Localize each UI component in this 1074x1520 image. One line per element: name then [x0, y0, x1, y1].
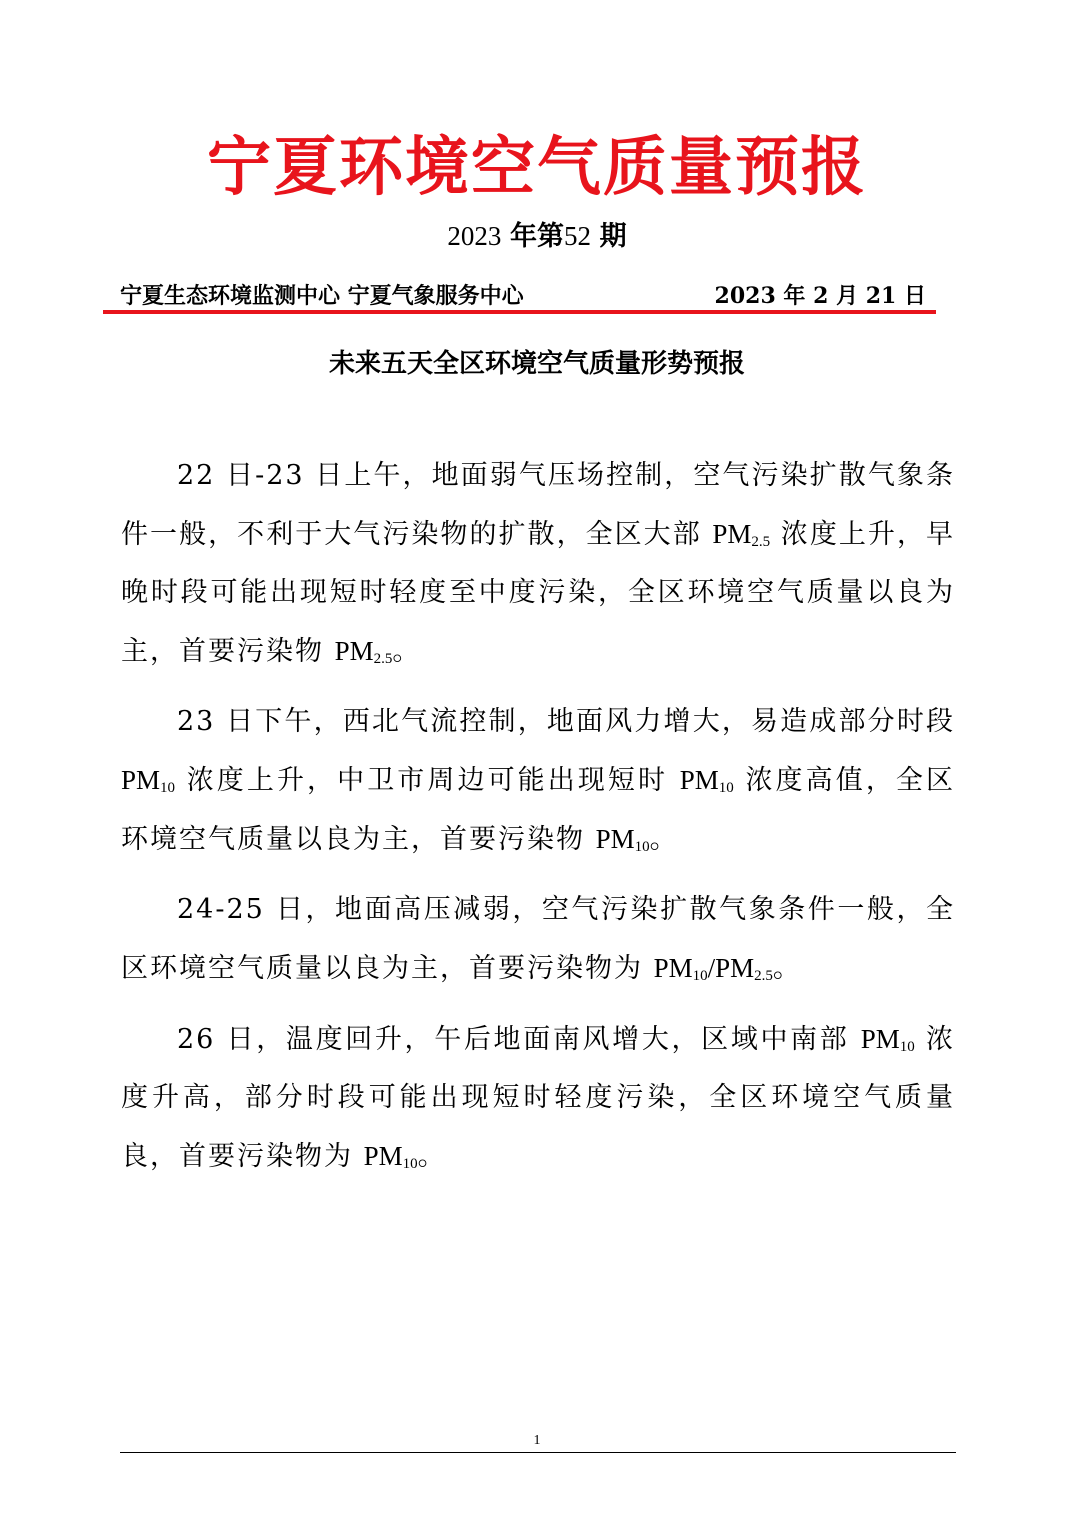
pollutant-subscript: 10 — [402, 1156, 418, 1172]
pollutant-name: PM — [860, 1024, 900, 1054]
paragraph-text: 浓度升高，部分时段可能出现短时轻度污染，全区环境空气质量良，首要污染物为 — [121, 1024, 955, 1172]
paragraph-text: 浓度高值，全区环境空气质量以良为主，首要污染物 — [121, 765, 955, 855]
paragraph-text: 。 — [392, 636, 422, 667]
pollutant-subscript: 10 — [160, 780, 176, 796]
forecast-body — [121, 447, 955, 1198]
masthead-title: 宁夏环境空气质量预报 — [207, 130, 867, 205]
publishing-agencies: 宁夏生态环境监测中心 宁夏气象服务中心 — [120, 283, 524, 309]
issue-no: 52 — [564, 221, 591, 251]
pollutant-subscript: 10 — [692, 968, 708, 984]
paragraph-text: 22 日-23 日上午，地面弱气压场控制，空气污染扩散气象条件一般，不利于大气污染物的扩散，全区大部 — [121, 460, 955, 550]
pollutant-subscript: 10 — [718, 780, 734, 796]
paragraph-text: 23 日下午，西北气流控制，地面风力增大，易造成部分时段 — [177, 706, 955, 737]
paragraph-text: 24-25 日，地面高压减弱，空气污染扩散气象条件一般，全区环境空气质量以良为主，首要污染物为 — [121, 894, 955, 984]
pollutant-name: PM — [679, 765, 719, 795]
paragraph-text: 浓度上升，早晚时段可能出现短时轻度至中度污染，全区环境空气质量以良为主，首要污染物 — [121, 519, 955, 667]
paragraph-text: 。 — [649, 824, 679, 855]
pollutant-pm25 — [715, 953, 773, 983]
forecast-paragraph-1 — [121, 447, 955, 681]
pollutant-subscript: 2.5 — [751, 534, 771, 550]
header-red-rule — [103, 310, 936, 314]
forecast-paragraph-4 — [121, 1010, 955, 1186]
pollutant-name: PM — [715, 953, 755, 983]
paragraph-text: 26 日，温度回升，午后地面南风增大，区域中南部 — [177, 1024, 861, 1055]
page-number: 1 — [533, 1433, 541, 1448]
document-title: 未来五天全区环境空气质量形势预报 — [328, 349, 745, 379]
pollutant-pm10 — [121, 765, 175, 795]
pollutant-name: PM — [653, 953, 693, 983]
pollutant-pm10 — [861, 1024, 915, 1054]
pollutant-pm25 — [712, 519, 770, 549]
pollutant-pm10 — [596, 824, 650, 854]
forecast-paragraph-2 — [121, 693, 955, 869]
publish-date: 2023 年 2 月 21 日 — [714, 283, 926, 309]
issue-year-suffix: 年第 — [510, 221, 564, 252]
pollutant-subscript: 10 — [634, 839, 650, 855]
footer-rule — [120, 1452, 956, 1453]
pollutant-name: PM — [595, 824, 635, 854]
issue-no-suffix: 期 — [599, 221, 627, 252]
pollutant-pm10 — [654, 953, 708, 983]
pollutant-name: PM — [363, 1141, 403, 1171]
pollutant-subscript: 2.5 — [754, 968, 773, 984]
pollutant-pm10 — [364, 1141, 418, 1171]
pollutant-pm25 — [335, 636, 393, 666]
pollutant-name: PM — [712, 519, 752, 549]
pollutant-separator: / — [707, 953, 716, 983]
forecast-paragraph-3 — [121, 881, 955, 998]
pollutant-subscript: 10 — [899, 1039, 915, 1055]
pollutant-subscript: 2.5 — [373, 651, 393, 667]
paragraph-text: 浓度上升，中卫市周边可能出现短时 — [175, 765, 680, 796]
pollutant-pm10 — [680, 765, 734, 795]
pollutant-name: PM — [334, 636, 374, 666]
issue-year: 2023 — [447, 221, 502, 251]
paragraph-text: 。 — [417, 1141, 447, 1172]
paragraph-text: 。 — [772, 953, 802, 984]
issue-number — [0, 214, 1074, 259]
pollutant-name: PM — [121, 765, 161, 795]
